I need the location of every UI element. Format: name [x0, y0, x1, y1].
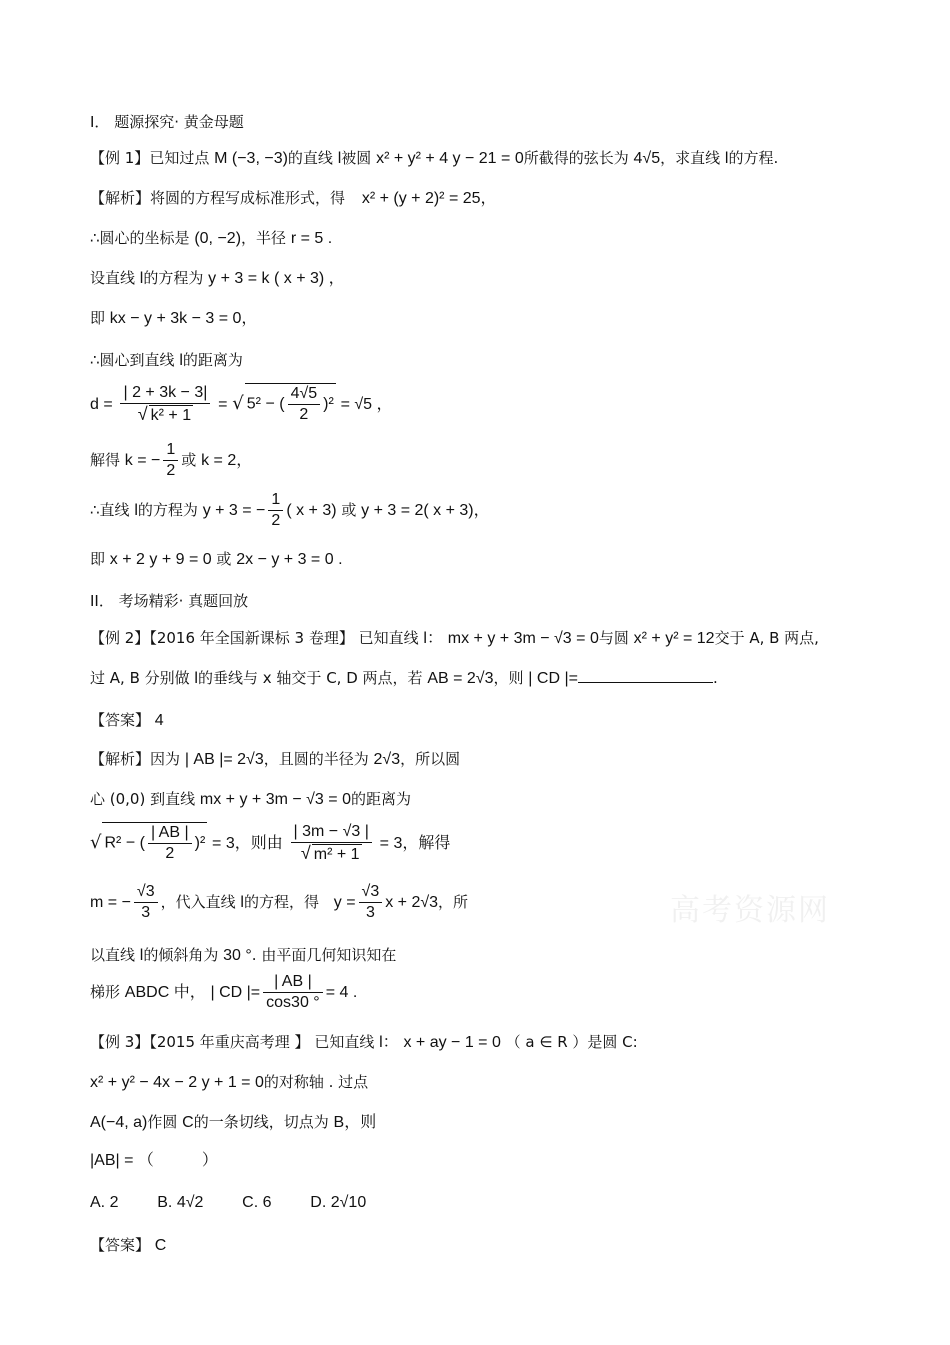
numerator: √3 — [359, 882, 383, 903]
text: 作圆 — [147, 1113, 178, 1131]
sqrt-icon: √ — [137, 404, 148, 424]
math: y + 3 = 2( x + 3)， — [361, 502, 490, 519]
solution-1-line-3 — [90, 268, 345, 289]
text: 已知直线 — [358, 629, 419, 647]
denominator: 2 — [299, 406, 309, 424]
text: 即 — [90, 550, 106, 568]
text: 所截得的弦长为 — [523, 149, 629, 167]
math: x² + y² + 4 y − 21 = 0 — [376, 150, 524, 167]
text: C, D 两点，若 — [326, 669, 423, 687]
math: kx − y + 3k − 3 = 0， — [109, 310, 258, 327]
math: k = − — [124, 452, 161, 469]
radicand — [245, 383, 336, 425]
text: 的垂线与 — [197, 669, 258, 687]
answer-label: 【答案】 — [90, 1236, 151, 1254]
solution-2-line-6 — [90, 972, 357, 1013]
denominator: 2 — [271, 512, 281, 529]
answer-label: 【答案】 — [90, 711, 151, 729]
solution-1-k-values — [90, 440, 252, 481]
example-label: 【例 1】 — [90, 149, 150, 167]
text: ，所以圆 — [400, 750, 461, 768]
math: | AB |= 2√3 — [184, 751, 264, 768]
solution-1-line-1 — [90, 188, 497, 209]
option-c: C. 6 — [242, 1194, 272, 1211]
sqrt-icon: √ — [90, 832, 102, 853]
text: 梯形 — [90, 983, 121, 1001]
example-3-options — [90, 1192, 366, 1213]
text: 被圆 — [341, 149, 372, 167]
text: 过 A, B 分别做 — [90, 669, 190, 687]
math: l — [139, 947, 144, 964]
math: M (−3, −3) — [214, 150, 288, 167]
solution-2-line-1 — [90, 749, 460, 770]
fraction — [134, 882, 158, 923]
example-3-question-line-4 — [90, 1150, 218, 1171]
text: （ a ∈ R ）是圆 C: — [505, 1033, 638, 1051]
math: l — [337, 150, 342, 167]
solution-2-line-5 — [90, 945, 396, 966]
text: 的对称轴 . 过点 — [263, 1073, 369, 1091]
text: 解得 — [90, 451, 121, 469]
numerator: √3 — [134, 882, 158, 903]
math: y + 3 = k ( x + 3) ， — [208, 270, 345, 287]
text: 心 (0,0) 到直线 — [90, 790, 196, 808]
numerator: | 3m − √3 | — [291, 822, 372, 843]
math: 30 ° — [223, 947, 252, 964]
text: ∴圆心的坐标是 — [90, 229, 190, 247]
math: x + ay − 1 = 0 — [403, 1034, 501, 1051]
fraction — [291, 822, 372, 865]
math: x² + y² = 12 — [633, 630, 715, 647]
text: 的距离为 — [182, 351, 243, 369]
math: 2√3 — [373, 751, 401, 768]
watermark: 高考资源网 — [670, 893, 830, 928]
text: 将圆的方程写成标准形式，得 — [150, 189, 346, 207]
text: 已知直线 — [314, 1033, 375, 1051]
example-label: 【例 2】 — [90, 629, 150, 647]
math: x² + (y + 2)² = 25， — [361, 190, 497, 207]
math: mx + y + 3m − √3 = 0 — [447, 630, 599, 647]
math: l — [139, 270, 144, 287]
text: ，求直线 — [660, 149, 721, 167]
text: 的直线 — [287, 149, 333, 167]
math: | CD |= — [528, 670, 578, 687]
math: = 4 . — [325, 984, 358, 1001]
math: = 3，解得 — [379, 835, 451, 852]
math: )² — [194, 835, 206, 852]
math: C — [182, 1114, 194, 1131]
numerator: 4√5 — [288, 384, 321, 405]
fraction — [268, 490, 283, 531]
text: 交于 A, B 两点, — [714, 629, 819, 647]
math: R² − ( — [104, 835, 145, 852]
denominator: 3 — [365, 904, 375, 921]
denominator — [120, 404, 210, 426]
text: 的方程. — [728, 149, 779, 167]
text: 的距离为 — [350, 790, 411, 808]
text: . 由平面几何知识知在 — [251, 946, 397, 964]
text: ，且圆的半径为 — [263, 750, 369, 768]
math: = √5 ， — [340, 396, 393, 413]
text: 的方程，得 — [243, 893, 319, 911]
text: 因为 — [150, 750, 181, 768]
math: k = 2， — [201, 452, 253, 469]
math: l： — [379, 1034, 399, 1051]
math: l — [240, 894, 244, 911]
math: |AB| = （ ） — [90, 1152, 218, 1169]
numerator: 1 — [163, 440, 178, 461]
text: 或 — [216, 550, 232, 568]
text: ，代入直线 — [160, 893, 236, 911]
denominator: cos30 ° — [266, 994, 320, 1011]
text: 或 — [341, 501, 357, 519]
answer-3 — [90, 1235, 166, 1256]
radicand — [102, 822, 207, 864]
math: mx + y + 3m − √3 = 0 — [199, 791, 351, 808]
numerator: | 2 + 3k − 3| — [120, 383, 210, 404]
source: 【2016 年全国新课标 3 卷理】 — [149, 629, 354, 647]
text: 以直线 — [90, 946, 136, 964]
solution-1-final — [90, 549, 343, 570]
fraction — [263, 972, 323, 1013]
math: d = — [90, 396, 113, 413]
math: 2x − y + 3 = 0 . — [236, 551, 343, 568]
example-3-question-line-1 — [90, 1032, 638, 1053]
math: ( x + 3) — [286, 502, 337, 519]
solution-label: 【解析】 — [90, 750, 151, 768]
math: l — [134, 502, 138, 519]
section-heading-2: II． 考场精彩· 真题回放 — [90, 592, 249, 610]
denominator — [291, 843, 372, 865]
text: ，半径 — [241, 229, 287, 247]
math: | CD |= — [210, 984, 261, 1001]
solution-1-line-2 — [90, 228, 332, 249]
math: )² — [323, 396, 334, 413]
solution-1-line-equations — [90, 490, 490, 531]
option-a: A. 2 — [90, 1194, 119, 1211]
math: l — [179, 352, 183, 369]
math: ABDC 中， — [124, 984, 206, 1001]
example-label: 【例 3】 — [90, 1033, 150, 1051]
text: 即 — [90, 309, 106, 327]
sqrt-icon: √ — [232, 393, 244, 414]
denominator: 2 — [165, 845, 175, 863]
fraction — [148, 823, 192, 864]
math: l — [724, 150, 729, 167]
text: 设直线 — [90, 269, 136, 287]
math: (0, −2) — [194, 230, 242, 247]
numerator: | AB | — [148, 823, 192, 844]
text: ∴圆心到直线 — [90, 351, 175, 369]
math: = — [218, 396, 228, 413]
math: x + 2 y + 9 = 0 — [109, 551, 212, 568]
example-2-question-line-2 — [90, 668, 718, 689]
fraction — [288, 384, 321, 425]
fraction — [359, 882, 383, 923]
solution-1-line-4 — [90, 308, 257, 329]
math: A(−4, a) — [90, 1114, 148, 1131]
example-1-question — [90, 148, 778, 169]
denominator: 3 — [141, 904, 151, 921]
text: . — [712, 669, 718, 687]
numerator: | AB | — [263, 972, 323, 993]
text: x 轴交于 — [262, 669, 322, 687]
text: 已知过点 — [149, 149, 210, 167]
math: x + 2√3 — [385, 894, 439, 911]
text: 与圆 — [598, 629, 629, 647]
text: 的方程为 — [137, 501, 198, 519]
section-heading-1: I． 题源探究· 黄金母题 — [90, 113, 244, 131]
solution-2-line-4 — [90, 882, 468, 923]
distance-formula — [90, 383, 393, 426]
math: AB = 2√3 — [427, 670, 494, 687]
solution-label: 【解析】 — [90, 189, 151, 207]
text: 的倾斜角为 — [143, 946, 219, 964]
math: y = — [333, 894, 356, 911]
radicand: m² + 1 — [313, 846, 360, 863]
fraction — [163, 440, 178, 481]
math: l — [194, 670, 198, 687]
text: 或 — [181, 451, 197, 469]
math: B，则 — [333, 1114, 377, 1131]
radicand: k² + 1 — [150, 407, 192, 424]
fraction — [120, 383, 210, 426]
answer-blank — [578, 668, 713, 683]
math: 5² − ( — [246, 396, 285, 413]
answer-value: C — [154, 1237, 167, 1254]
math: m = − — [90, 894, 131, 911]
text: ∴直线 — [90, 501, 130, 519]
source: 【2015 年重庆高考理 】 — [149, 1033, 310, 1051]
example-3-question-line-2 — [90, 1072, 368, 1093]
math: r = 5 . — [290, 230, 333, 247]
math: y + 3 = − — [202, 502, 266, 519]
answer-2 — [90, 710, 164, 731]
solution-2-line-2 — [90, 789, 411, 810]
text: 的方程为 — [143, 269, 204, 287]
numerator: 1 — [268, 490, 283, 511]
example-3-question-line-3 — [90, 1112, 376, 1133]
denominator: 2 — [166, 462, 176, 479]
math: x² + y² − 4x − 2 y + 1 = 0 — [90, 1074, 264, 1091]
math: = 3，则由 — [212, 835, 283, 852]
math: l： — [423, 630, 443, 647]
example-2-question-line-1 — [90, 628, 819, 649]
option-b: B. 4√2 — [157, 1194, 204, 1211]
math: 4√5 — [633, 150, 661, 167]
text: 的一条切线，切点为 — [193, 1113, 329, 1131]
solution-1-line-5 — [90, 350, 243, 371]
text: ，所 — [438, 893, 469, 911]
sqrt-icon: √ — [300, 843, 311, 863]
option-d: D. 2√10 — [310, 1194, 367, 1211]
solution-2-line-3 — [90, 822, 450, 865]
text: ，则 — [493, 669, 524, 687]
answer-value: 4 — [154, 712, 164, 729]
